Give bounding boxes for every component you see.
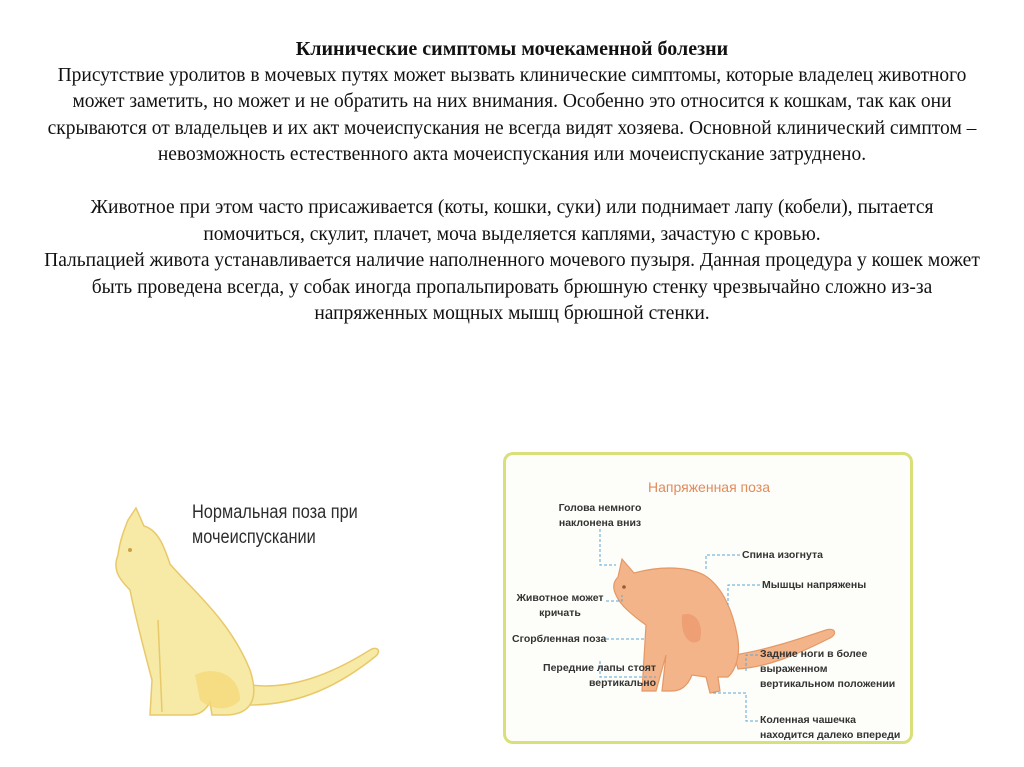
label-vocal: Животное может кричать	[516, 592, 604, 619]
tense-cat-eye	[622, 585, 626, 589]
paragraph-1: Присутствие уролитов в мочевых путях может вызвать клинические симптомы, которые владелец животного может заметить, но может и не обратить на них внимания. Особенно это относится к кошкам, так как они скрываются от владельцев и их акт мочеиспускания не всегда видят хозяева. Основной клинический симптом – невозможность естественного акта мочеиспускания или мочеиспускание затруднено.	[47, 64, 977, 166]
paragraph-3: Пальпацией живота устанавливается наличие наполненного мочевого пузыря. Данная процедура у кошек может быть проведена всегда, у собак иногда пропальпировать брюшную стенку чрезвычайно сложно из-за напряженных мощных мышц брюшной стенки.	[44, 250, 980, 325]
normal-pose-label: Нормальная поза при мочеиспускании	[192, 502, 358, 548]
tense-pose-panel	[503, 452, 913, 744]
leader-head	[600, 529, 616, 565]
slide-text	[40, 36, 984, 328]
label-knee: Коленная чашечка находится далеко впереди	[760, 714, 901, 741]
tense-pose-title: Напряженная поза	[648, 479, 770, 495]
leader-knee	[712, 693, 758, 721]
paragraph-2: Животное при этом часто присаживается (коты, кошки, суки) или поднимает лапу (кобели), пытается помочиться, скулит, плачет, моча выделяется каплями, зачастую с кровью.	[90, 196, 934, 245]
normal-cat-eye	[128, 548, 132, 552]
leader-muscles	[728, 585, 760, 605]
leader-back	[706, 555, 740, 571]
label-hunched: Сгорбленная поза	[512, 633, 607, 645]
page-title: Клинические симптомы мочекаменной болезни	[295, 38, 729, 60]
label-back: Спина изогнута	[742, 549, 823, 561]
label-head: Голова немного наклонена вниз	[558, 502, 642, 529]
paragraph-gap	[40, 169, 984, 195]
label-front-legs: Передние лапы стоят вертикально	[543, 662, 656, 689]
normal-cat-tail	[250, 648, 378, 705]
label-hind-legs: Задние ноги в более выраженном вертикальном положении	[760, 648, 896, 690]
label-muscles: Мышцы напряжены	[762, 579, 867, 591]
